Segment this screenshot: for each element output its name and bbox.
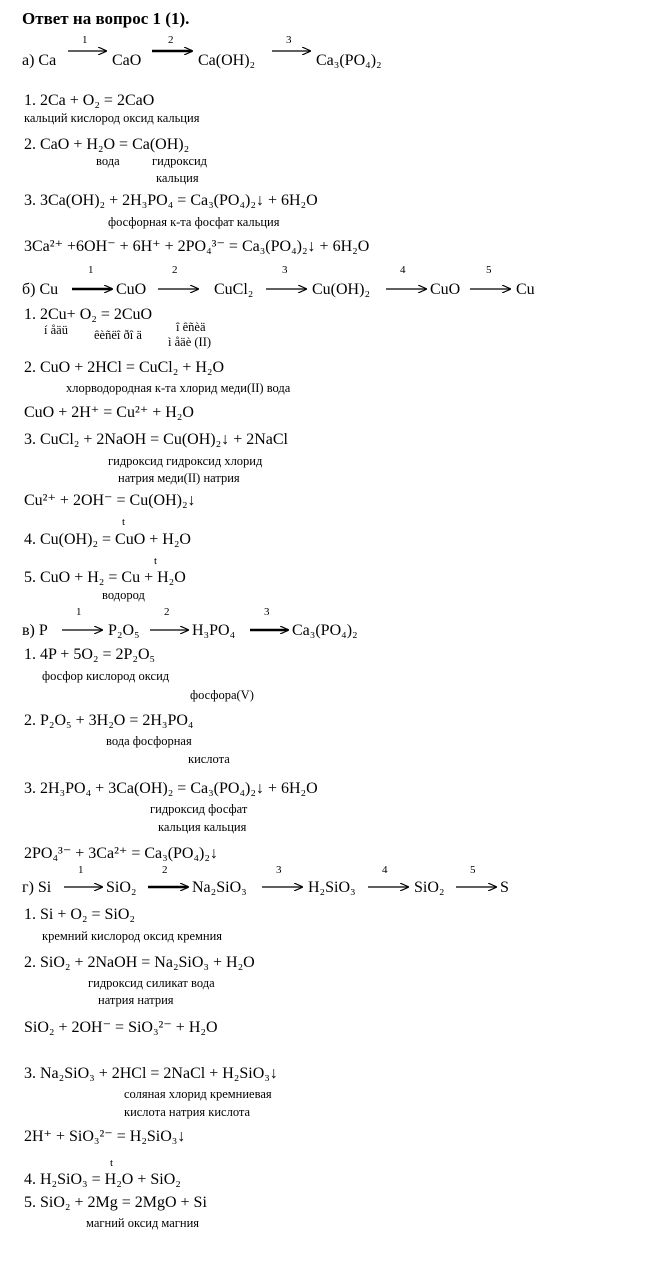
substance-label-l21: гидроксид силикат вода [88, 976, 215, 990]
substance-label-l23: соляная хлорид кремниевая [124, 1087, 272, 1101]
equation-line-veq1: 1. 4P + 5O₂ = 2P₂O₅ [24, 646, 156, 663]
step-mark-n3: 3 [286, 34, 292, 46]
equation-line-geq5: 5. SiO₂ + 2Mg = 2MgO + Si [24, 1194, 207, 1211]
equation-line-beq1: 1. 2Cu+ O₂ = 2CuO [24, 306, 153, 323]
equation-line-geq3: 3. Na₂SiO₃ + 2HCl = 2NaCl + H₂SiO₃↓ [24, 1065, 278, 1082]
equation-line-veq2: 2. P₂O₅ + 3H₂O = 2H₃PO₄ [24, 712, 194, 729]
substance-label-l15: фосфора(V) [190, 688, 254, 702]
substance-label-l14: фосфор кислород оксид [42, 669, 170, 683]
substance-label-l4: кальция [156, 171, 199, 185]
substance-label-l2: вода [96, 154, 120, 168]
equation-line-g5: S [500, 879, 509, 896]
equation-line-b2: CuCl₂ [214, 281, 254, 298]
substance-label-l24: кислота натрия кислота [124, 1105, 251, 1119]
equation-line-beq3: 3. CuCl₂ + 2NaOH = Cu(OH)₂↓ + 2NaCl [24, 431, 288, 448]
equation-line-geq4: 4. H₂SiO₃ = H₂O + SiO₂ [24, 1171, 181, 1188]
substance-label-l17: кислота [188, 752, 230, 766]
equation-line-g3: H₂SiO₃ [308, 879, 356, 896]
equation-line-beq2: 2. CuO + 2HCl = CuCl₂ + H₂O [24, 359, 225, 376]
equation-line-b1: CuO [116, 281, 147, 298]
equation-line-eq2: 2. CaO + H₂O = Ca(OH)₂ [24, 136, 190, 153]
substance-label-l10: хлорводородная к-та хлорид меди(II) вода [66, 381, 291, 395]
substance-label-l19: кальция кальция [158, 820, 247, 834]
step-mark-n1: 1 [82, 34, 88, 46]
substance-label-l22: натрия натрия [98, 993, 174, 1007]
equation-line-eq3i: 3Ca²⁺ +6OH⁻ + 6H⁺ + 2PO₄³⁻ = Ca₃(PO₄)₂↓ + 6H₂O [24, 238, 370, 255]
step-mark-n2: 2 [168, 34, 174, 46]
substance-label-l13: водород [102, 588, 145, 602]
equation-line-g2: Na₂SiO₃ [192, 879, 247, 896]
equation-line-geq2: 2. SiO₂ + 2NaOH = Na₂SiO₃ + H₂O [24, 954, 255, 971]
step-mark-k2: 2 [164, 606, 170, 618]
equation-line-veq3i: 2PO₄³⁻ + 3Ca²⁺ = Ca₃(PO₄)₂↓ [24, 845, 218, 862]
equation-line-b5: Cu [516, 281, 535, 298]
substance-label-l16: вода фосфорная [106, 734, 192, 748]
equation-line-g1: SiO₂ [106, 879, 137, 896]
substance-label-l9: ì åäè (II) [168, 335, 212, 349]
substance-label-l18: гидроксид фосфат [150, 802, 248, 816]
substance-label-l3: гидроксид [152, 154, 208, 168]
page-title: Ответ на вопрос 1 (1). [22, 9, 190, 28]
substance-label-l6: í åäü [44, 323, 68, 337]
equation-line-eq1: 1. 2Ca + O₂ = 2CaO [24, 92, 155, 109]
equation-line-g4: SiO₂ [414, 879, 445, 896]
step-mark-m3: 3 [282, 264, 288, 276]
equation-line-veq3: 3. 2H₃PO₄ + 3Ca(OH)₂ = Ca₃(PO₄)₂↓ + 6H₂O [24, 780, 318, 797]
substance-label-l12: натрия меди(II) натрия [118, 471, 240, 485]
equation-line-v3: Ca₃(PO₄)₂ [292, 622, 358, 639]
substance-label-l1: кальций кислород оксид кальция [24, 111, 200, 125]
equation-line-b3: Cu(OH)₂ [312, 281, 371, 298]
substance-label-l5: фосфорная к-та фосфат кальция [108, 215, 280, 229]
equation-line-v2: H₃PO₄ [192, 622, 236, 639]
step-mark-p5: 5 [470, 864, 476, 876]
step-mark-tg4: t [110, 1157, 114, 1169]
equation-line-b: б) Cu [22, 281, 59, 298]
step-mark-tb5: t [154, 555, 158, 567]
equation-line-eq3: 3. 3Ca(OH)₂ + 2H₃PO₄ = Ca₃(PO₄)₂↓ + 6H₂O [24, 192, 318, 209]
equation-line-v1: P₂O₅ [108, 622, 140, 639]
equation-line-g: г) Si [22, 879, 52, 896]
equation-line-beq3i: Cu²⁺ + 2OH⁻ = Cu(OH)₂↓ [24, 492, 196, 509]
step-mark-m4: 4 [400, 264, 406, 276]
step-mark-m5: 5 [486, 264, 492, 276]
equation-line-a3: Ca₃(PO₄)₂ [316, 52, 382, 69]
step-mark-p2: 2 [162, 864, 168, 876]
substance-label-l7: êèñëî ðî ä [94, 328, 142, 342]
step-mark-k1: 1 [76, 606, 82, 618]
substance-label-l20: кремний кислород оксид кремния [42, 929, 223, 943]
step-mark-tb4: t [122, 516, 126, 528]
step-mark-k3: 3 [264, 606, 270, 618]
substance-label-l25: магний оксид магния [86, 1216, 200, 1230]
equation-line-geq2i: SiO₂ + 2OH⁻ = SiO₃²⁻ + H₂O [24, 1019, 218, 1036]
substance-label-l11: гидроксид гидроксид хлорид [108, 454, 263, 468]
equation-line-geq1: 1. Si + O₂ = SiO₂ [24, 906, 135, 923]
equation-line-a: а) Ca [22, 52, 57, 69]
substance-label-l8: î êñèä [176, 320, 206, 334]
step-mark-m1: 1 [88, 264, 94, 276]
step-mark-m2: 2 [172, 264, 178, 276]
step-mark-p1: 1 [78, 864, 84, 876]
step-mark-p4: 4 [382, 864, 388, 876]
equation-line-b4: CuO [430, 281, 461, 298]
equation-line-beq5: 5. CuO + H₂ = Cu + H₂O [24, 569, 186, 586]
equation-line-beq4: 4. Cu(OH)₂ = CuO + H₂O [24, 531, 191, 548]
step-mark-p3: 3 [276, 864, 282, 876]
equation-line-v: в) P [22, 622, 48, 639]
equation-line-a1: CaO [112, 52, 142, 69]
equation-line-geq3i: 2H⁺ + SiO₃²⁻ = H₂SiO₃↓ [24, 1128, 186, 1145]
equation-line-a2: Ca(OH)₂ [198, 52, 256, 69]
equation-line-beq2i: CuO + 2H⁺ = Cu²⁺ + H₂O [24, 404, 194, 421]
